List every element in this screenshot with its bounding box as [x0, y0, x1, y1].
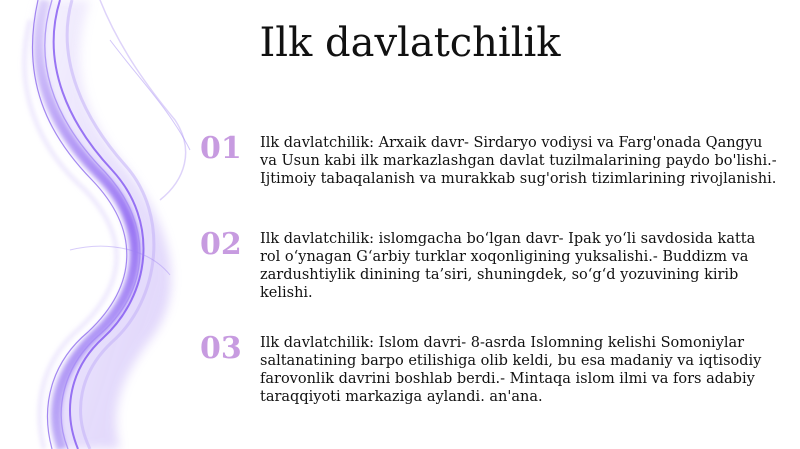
smoke-wave-decoration	[0, 0, 220, 449]
item-text: Ilk davlatchilik: Arxaik davr- Sirdaryo vodiysi va Farg'onada Qangyu va Usun kabi ilk markazlashgan davlat tuzilmalarining paydo bo'lishi.- Ijtimoiy tabaqalanish va murakkab sug'orish tizimlarining rivojlanishi.	[260, 135, 777, 187]
slide-title: Ilk davlatchilik	[259, 20, 561, 66]
list-item	[198, 331, 778, 406]
item-text: Ilk davlatchilik: Islom davri- 8-asrda Islomning kelishi Somoniylar saltanatining barpo etilishiga olib keldi, bu esa madaniy va iqtisodiy farovonlik davrini boshlab berdi.- Mintaqa islom ilmi va fors adabiy taraqqiyoti markaziga aylandi. an'ana.	[260, 335, 762, 405]
list-item	[198, 227, 778, 302]
item-text: Ilk davlatchilik: islomgacha bo‘lgan davr- Ipak yo‘li savdosida katta rol o‘ynagan G‘arbiy turklar xoqonligining yuksalishi.- Buddizm va zardushtiylik dinining ta’siri, shuningdek, so‘g‘d yozuvining kirib kelishi.	[260, 231, 756, 301]
item-number: 01	[200, 131, 242, 166]
item-number: 03	[200, 331, 242, 366]
item-number: 02	[200, 227, 242, 262]
list-item	[198, 131, 778, 188]
